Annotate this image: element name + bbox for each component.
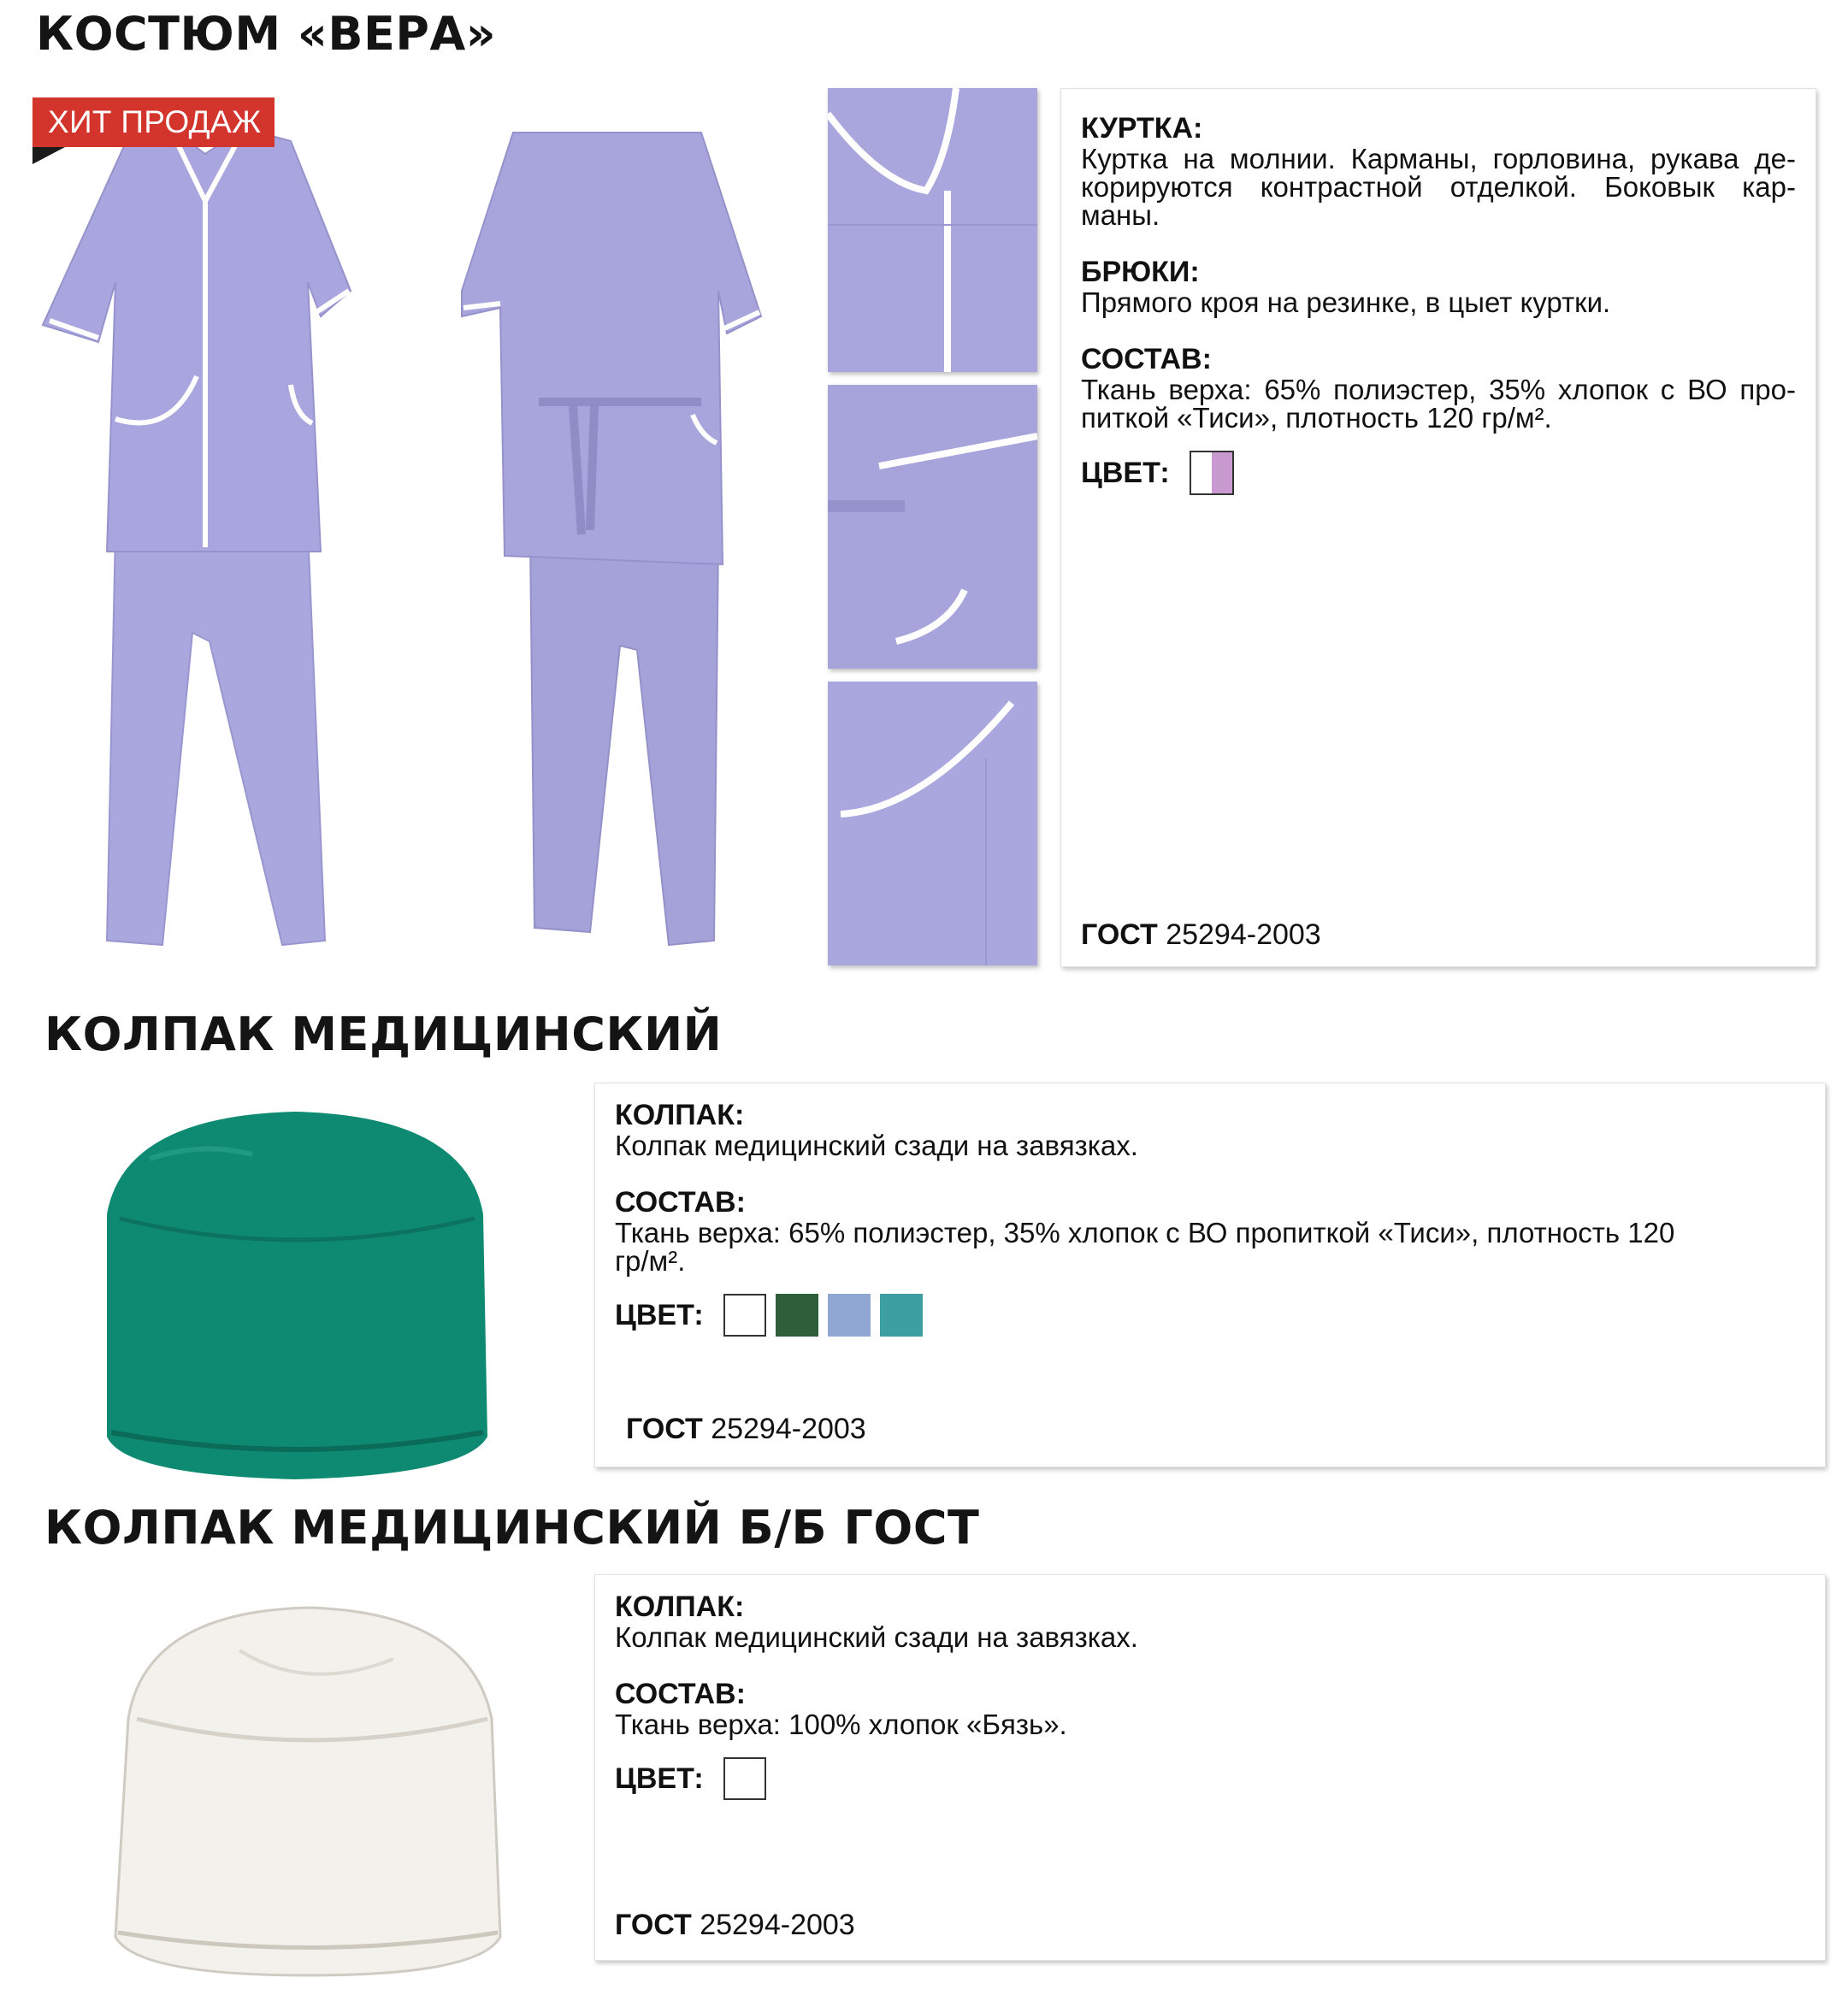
cap-bb-color-label: ЦВЕТ: bbox=[615, 1762, 704, 1795]
cap-text: Колпак медицинский сзади на завязках. bbox=[615, 1130, 1138, 1161]
cap-color-swatch-2 bbox=[776, 1294, 818, 1337]
vera-jacket-heading: КУРТКА: bbox=[1081, 112, 1203, 145]
vera-detail-pocket-image bbox=[828, 682, 1037, 965]
cap-color-row bbox=[615, 1294, 1727, 1337]
vera-color-swatch bbox=[1190, 451, 1234, 495]
bestseller-badge-label: ХИТ ПРОДАЖ bbox=[32, 97, 275, 147]
cap-bb-text: Колпак медицинский сзади на завязках. bbox=[615, 1621, 1138, 1653]
cap-gost bbox=[626, 1413, 866, 1446]
cap-bb-gost-label: ГОСТ bbox=[615, 1909, 692, 1941]
cap-bb-gost-number: 25294-2003 bbox=[700, 1909, 855, 1941]
vera-front-image bbox=[34, 120, 368, 953]
cap-color-label: ЦВЕТ: bbox=[615, 1298, 704, 1331]
vera-composition-text: Ткань верха: 65% полиэстер, 35% хлопок с ВО про-питкой «Тиси», плотность 120 гр/м². bbox=[1081, 374, 1796, 434]
cap-bb-info-card bbox=[594, 1574, 1826, 1961]
bestseller-badge-fold bbox=[32, 147, 65, 164]
vera-gost bbox=[1081, 918, 1321, 952]
vera-gost-label: ГОСТ bbox=[1081, 918, 1158, 951]
cap-green-image bbox=[98, 1107, 492, 1484]
vera-pants-text: Прямого кроя на резинке, в цыет куртки. bbox=[1081, 286, 1611, 318]
cap-white-image bbox=[111, 1599, 505, 1980]
vera-jacket-text: Куртка на молнии. Карманы, горловина, рукава де-корируются контрастной отделкой. Боковык кар-маны. bbox=[1081, 143, 1796, 231]
vera-back-image bbox=[445, 120, 770, 953]
vera-color-row bbox=[1081, 451, 1796, 495]
cap-color-swatch-4 bbox=[880, 1294, 923, 1337]
vera-detail-collar-image bbox=[828, 88, 1037, 372]
cap-bb-color-swatch-1 bbox=[723, 1757, 766, 1800]
cap-bb-composition-heading: СОСТАВ: bbox=[615, 1678, 746, 1710]
cap-bb-gost bbox=[615, 1909, 855, 1942]
cap-gost-label: ГОСТ bbox=[626, 1413, 703, 1445]
vera-gost-number: 25294-2003 bbox=[1166, 918, 1321, 951]
bestseller-badge bbox=[32, 97, 275, 164]
vera-detail-sleeve-image bbox=[828, 385, 1037, 669]
cap-color-swatch-1 bbox=[723, 1294, 766, 1337]
vera-color-label: ЦВЕТ: bbox=[1081, 456, 1170, 489]
vera-composition-heading: СОСТАВ: bbox=[1081, 343, 1212, 375]
cap-composition-text: Ткань верха: 65% полиэстер, 35% хлопок с ВО пропиткой «Тиси», плотность 120 гр/м². bbox=[615, 1217, 1675, 1277]
cap-color-swatch-3 bbox=[828, 1294, 871, 1337]
cap-composition-heading: СОСТАВ: bbox=[615, 1186, 746, 1219]
cap-bb-heading: КОЛПАК: bbox=[615, 1591, 745, 1623]
vera-info-card bbox=[1060, 88, 1816, 967]
cap-bb-color-row bbox=[615, 1757, 1727, 1800]
cap-title: КОЛПАК МЕДИЦИНСКИЙ bbox=[44, 1007, 723, 1061]
vera-title: КОСТЮМ «ВЕРА» bbox=[36, 7, 497, 61]
cap-bb-title: КОЛПАК МЕДИЦИНСКИЙ Б/Б ГОСТ bbox=[44, 1501, 980, 1555]
cap-info-card bbox=[594, 1083, 1826, 1467]
cap-heading: КОЛПАК: bbox=[615, 1099, 745, 1131]
cap-gost-number: 25294-2003 bbox=[711, 1413, 866, 1445]
cap-bb-composition-text: Ткань верха: 100% хлопок «Бязь». bbox=[615, 1709, 1067, 1740]
vera-pants-heading: БРЮКИ: bbox=[1081, 256, 1200, 288]
